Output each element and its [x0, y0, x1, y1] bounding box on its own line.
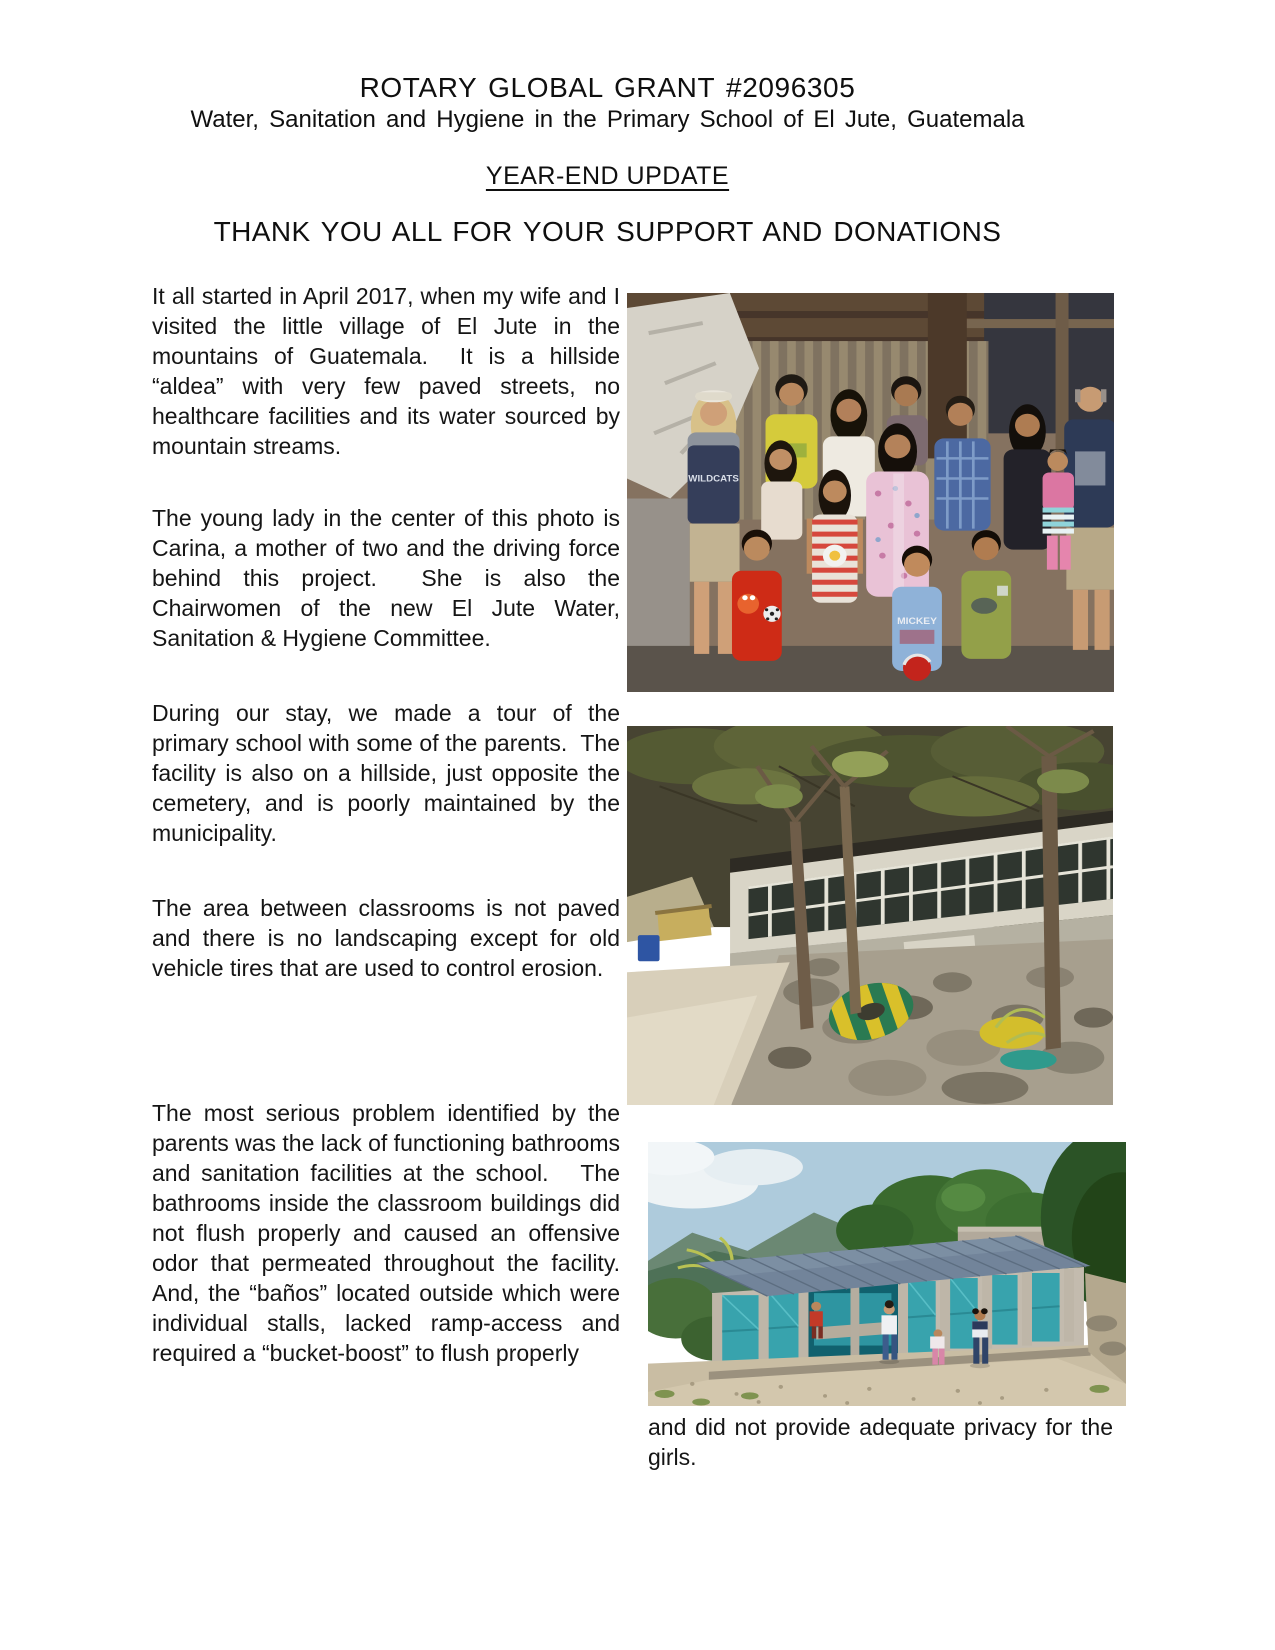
paragraph-bathrooms: The most serious problem identified by the parents was the lack of functioning bathrooms and sanitation facilities at the school. The bathrooms inside the classroom buildings did not flush properly and caused an offensive odor that permeated throughout the facility. And, the “baños” located outside which were individual stalls, lacked ramp-access and required a “bucket-boost” to flush properly — [152, 1100, 633, 1366]
family-group-photo-graphic — [627, 293, 1114, 692]
paragraph-erosion: The area between classrooms is not paved and there is no landscaping except for old vehicle tires that are used to control erosion. — [152, 895, 627, 981]
wildcats-shirt-text: WILDCATS — [688, 473, 739, 484]
mickey-shirt-text: MICKEY — [897, 616, 937, 627]
bathroom-building-photo — [648, 1142, 1126, 1406]
thank-you-heading: THANK YOU ALL FOR YOUR SUPPORT AND DONATIONS — [213, 216, 1002, 247]
grant-title: ROTARY GLOBAL GRANT #2096305 — [359, 72, 856, 103]
photo3-caption: and did not provide adequate privacy for the girls. — [648, 1414, 1120, 1470]
grant-subtitle: Water, Sanitation and Hygiene in the Primary School of El Jute, Guatemala — [190, 106, 1025, 133]
paragraph-intro: It all started in April 2017, when my wife and I visited the little village of El Jute in the mountains of Guatemala. It is a hillside “aldea” with very few paved streets, no healthcare facilities and its water sourced by mountain streams. — [152, 283, 627, 459]
school-hillside-photo-graphic — [627, 726, 1113, 1105]
paragraph-school-tour: During our stay, we made a tour of the primary school with some of the parents. The facility is also on a hillside, just opposite the cemetery, and is poorly maintained by the municipality. — [152, 700, 627, 846]
year-end-update-heading: YEAR-END UPDATE — [485, 162, 730, 190]
school-hillside-photo — [627, 726, 1113, 1105]
paragraph-carina: The young lady in the center of this photo is Carina, a mother of two and the driving force behind this project. She is also the Chairwomen of the new El Jute Water, Sanitation & Hygiene Committee. — [152, 505, 627, 651]
photo2-foreground — [627, 939, 1113, 1105]
bathroom-building-photo-graphic — [648, 1142, 1126, 1406]
family-group-photo — [627, 293, 1114, 692]
